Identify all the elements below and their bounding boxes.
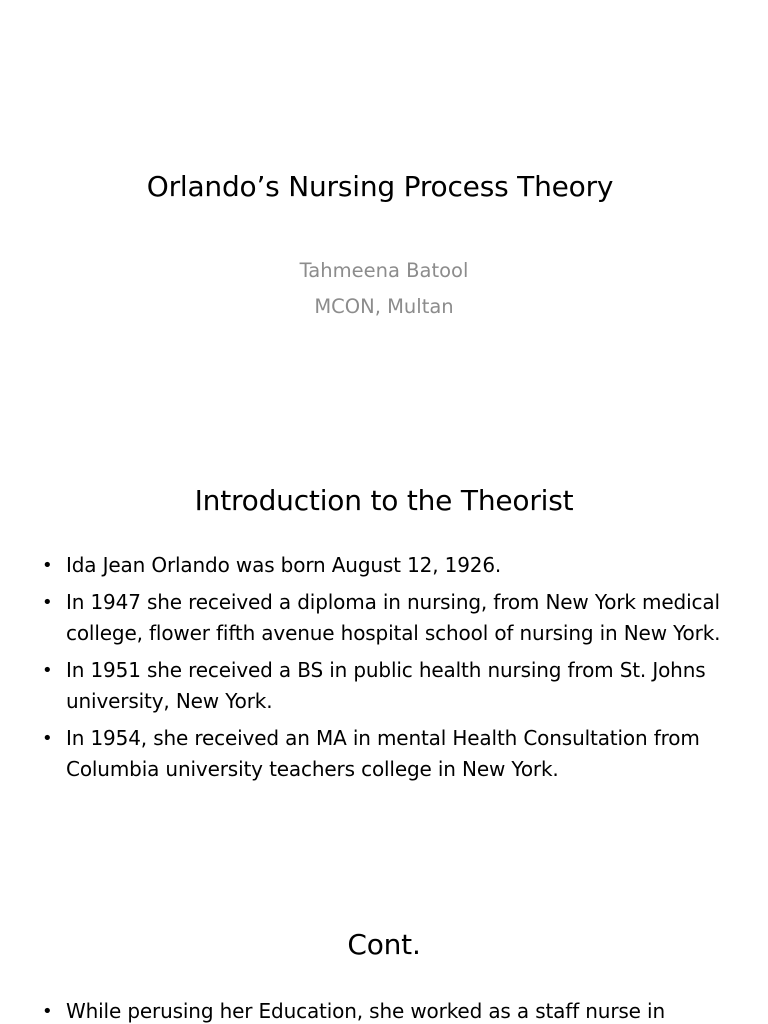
- slide-heading: Cont.: [347, 928, 421, 961]
- bullet-item: [42, 550, 742, 582]
- bullet-icon: •: [42, 727, 53, 749]
- bullet-text: In 1951 she received a BS in public health nursing from St. Johns university, New York.: [66, 657, 706, 713]
- author-name: Tahmeena Batool: [299, 259, 469, 282]
- bullet-icon: •: [42, 555, 53, 576]
- bullet-list: [42, 996, 742, 1024]
- bullet-text: In 1954, she received an MA in mental Health Consultation from Columbia university teachers college in New York.: [66, 725, 700, 781]
- cont-slide: [0, 880, 768, 1024]
- bullet-icon: •: [42, 591, 53, 613]
- title-slide: [0, 0, 768, 440]
- bullet-text: While perusing her Education, she worked as a staff nurse in: [66, 999, 665, 1023]
- intro-slide: [0, 440, 768, 880]
- slide-heading: Introduction to the Theorist: [194, 484, 574, 517]
- bullet-text: Ida Jean Orlando was born August 12, 1926.: [66, 553, 502, 577]
- bullet-text: In 1947 she received a diploma in nursing, from New York medical college, flower fifth avenue hospital school of nursing in New York.: [66, 589, 721, 645]
- bullet-icon: •: [42, 1001, 53, 1022]
- presentation-title: Orlando’s Nursing Process Theory: [146, 170, 614, 203]
- bullet-item: [42, 655, 742, 718]
- bullet-list: [42, 550, 742, 791]
- bullet-icon: •: [42, 659, 53, 681]
- bullet-item: [42, 723, 742, 786]
- author-institution: MCON, Multan: [314, 295, 454, 318]
- bullet-item: [42, 587, 742, 650]
- bullet-item: [42, 996, 742, 1024]
